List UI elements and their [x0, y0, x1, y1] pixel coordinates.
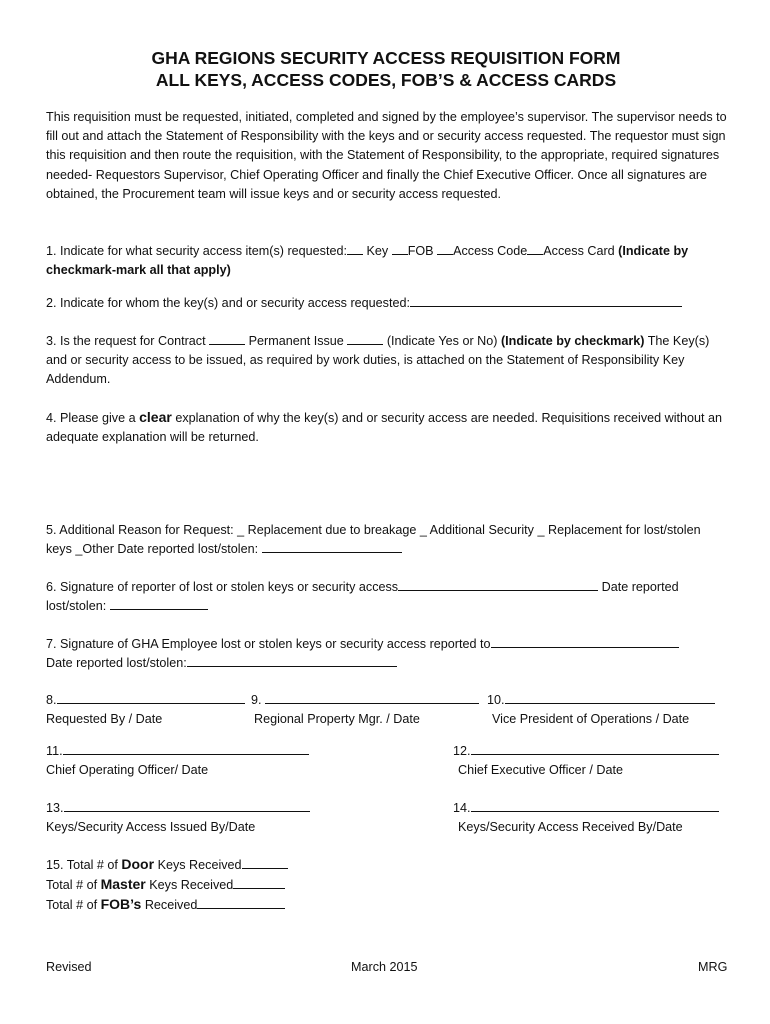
door-keys-count-line[interactable] — [242, 856, 288, 869]
sig13-line[interactable] — [64, 799, 310, 812]
footer-date: March 2015 — [351, 960, 418, 974]
fobs-bold: FOB’s — [100, 896, 142, 912]
access-code-checkbox-line[interactable] — [437, 242, 453, 255]
q5-date-line[interactable] — [262, 540, 402, 553]
sig12-label: Chief Executive Officer / Date — [458, 763, 623, 777]
sig8-line[interactable] — [57, 691, 245, 704]
signature-12 — [453, 742, 719, 780]
door-post: Keys Received — [157, 858, 242, 872]
sig13-label: Keys/Security Access Issued By/Date — [46, 820, 256, 834]
question-5 — [46, 521, 728, 559]
q3-contract-label: 3. Is the request for Contract — [46, 334, 206, 348]
q6-signature-line[interactable] — [398, 578, 598, 591]
sig9-line[interactable] — [265, 691, 479, 704]
permanent-answer-line[interactable] — [347, 332, 383, 345]
q4-text-end: explanation of why the key(s) and or security access are needed. Requisitions received without an adequate explanation will be returned. — [46, 411, 723, 445]
sig11-line[interactable] — [63, 742, 309, 755]
sig11-label: Chief Operating Officer/ Date — [46, 763, 209, 777]
sig14-label: Keys/Security Access Received By/Date — [458, 820, 683, 834]
question-4 — [46, 408, 728, 447]
fob-checkbox-line[interactable] — [392, 242, 408, 255]
sig10-number: 10. — [487, 693, 505, 707]
sig10-line[interactable] — [505, 691, 715, 704]
sig9-label: Regional Property Mgr. / Date — [254, 712, 420, 726]
question-15 — [46, 855, 288, 915]
sig10-label: Vice President of Operations / Date — [492, 712, 690, 726]
fobs-count-line[interactable] — [197, 896, 285, 909]
q3-instruction: (Indicate by checkmark) — [500, 334, 645, 348]
door-pre: 15. Total # of — [46, 858, 118, 872]
q7-date-line[interactable] — [187, 654, 397, 667]
access-card-checkbox-line[interactable] — [527, 242, 543, 255]
question-3 — [46, 332, 728, 390]
q1-fob-label: FOB — [407, 244, 434, 258]
signature-14 — [453, 799, 719, 837]
key-checkbox-line[interactable] — [347, 242, 363, 255]
sig8-label: Requested By / Date — [46, 712, 163, 726]
sig14-number: 14. — [453, 801, 471, 815]
sig14-line[interactable] — [471, 799, 719, 812]
question-1 — [46, 242, 728, 280]
signature-11 — [46, 742, 309, 780]
question-2 — [46, 294, 728, 313]
q4-text-start: 4. Please give a — [46, 411, 136, 425]
footer-revised: Revised — [46, 960, 92, 974]
sig12-number: 12. — [453, 744, 471, 758]
q3-yes-no-hint: (Indicate Yes or No) — [386, 334, 498, 348]
q1-instruction: (Indicate by checkmark-mark all that apply) — [46, 244, 689, 278]
fobs-pre: Total # of — [46, 898, 98, 912]
question-6 — [46, 578, 728, 616]
q4-explanation-area[interactable] — [46, 450, 726, 516]
q7-signature-line[interactable] — [491, 635, 679, 648]
door-keys-row — [46, 855, 288, 875]
sig9-number: 9. — [251, 693, 262, 707]
q3-addendum-note: The Key(s) and or security access to be issued, as required by work duties, is attached on the Statement of Responsibility Key Addendum. — [46, 334, 710, 387]
form-title-line-2: ALL KEYS, ACCESS CODES, FOB’S & ACCESS CARDS — [155, 70, 617, 90]
signature-8 — [46, 691, 245, 729]
sig8-number: 8. — [46, 693, 57, 707]
q2-answer-line[interactable] — [410, 294, 682, 307]
q2-text: 2. Indicate for whom the key(s) and or security access requested: — [46, 296, 410, 310]
signature-10 — [487, 691, 715, 729]
q6-text: 6. Signature of reporter of lost or stolen keys or security access — [46, 580, 399, 594]
footer-initials: MRG — [698, 960, 728, 974]
question-7 — [46, 635, 728, 673]
intro-paragraph: This requisition must be requested, initiated, completed and signed by the employee’s supervisor. The supervisor needs to fill out and attach the Statement of Responsibility with the keys and or security access requested. The requestor must sign this requisition and then route the requisition, with the Statement of Responsibility, to the appropriate, required signatures needed- Requestors Supervisor, Chief Operating Officer and finally the Chief Executive Officer. Once all signatures are obtained, the Procurement team will issue keys and or security access requested. — [46, 110, 727, 201]
form-title-line-1: GHA REGIONS SECURITY ACCESS REQUISITION FORM — [151, 48, 621, 68]
signature-9 — [251, 691, 479, 729]
q5-text: 5. Additional Reason for Request: _ Replacement due to breakage _ Additional Security _ Replacement for lost/stolen keys _Other Date reported lost/stolen: — [46, 523, 701, 557]
sig13-number: 13. — [46, 801, 64, 815]
master-bold: Master — [100, 876, 146, 892]
q1-text: 1. Indicate for what security access item(s) requested: — [46, 244, 347, 258]
q6-date-label: Date reported lost/stolen: — [46, 580, 679, 614]
master-keys-count-line[interactable] — [233, 876, 285, 889]
q3-permanent-label: Permanent Issue — [248, 334, 344, 348]
q1-access-card-label: Access Card — [543, 244, 615, 258]
q6-date-line[interactable] — [110, 597, 208, 610]
master-post: Keys Received — [149, 878, 234, 892]
q1-key-label: Key — [366, 244, 389, 258]
sig11-number: 11. — [46, 744, 63, 758]
master-pre: Total # of — [46, 878, 98, 892]
door-bold: Door — [121, 856, 155, 872]
sig12-line[interactable] — [471, 742, 719, 755]
q4-emphasis: clear — [139, 409, 172, 425]
fobs-post: Received — [144, 898, 198, 912]
contract-answer-line[interactable] — [209, 332, 245, 345]
fobs-row — [46, 895, 288, 915]
q7-date-label: Date reported lost/stolen: — [46, 656, 187, 671]
signature-13 — [46, 799, 310, 837]
q1-access-code-label: Access Code — [453, 244, 528, 258]
master-keys-row — [46, 875, 288, 895]
q7-text: 7. Signature of GHA Employee lost or stolen keys or security access reported to — [46, 637, 491, 651]
